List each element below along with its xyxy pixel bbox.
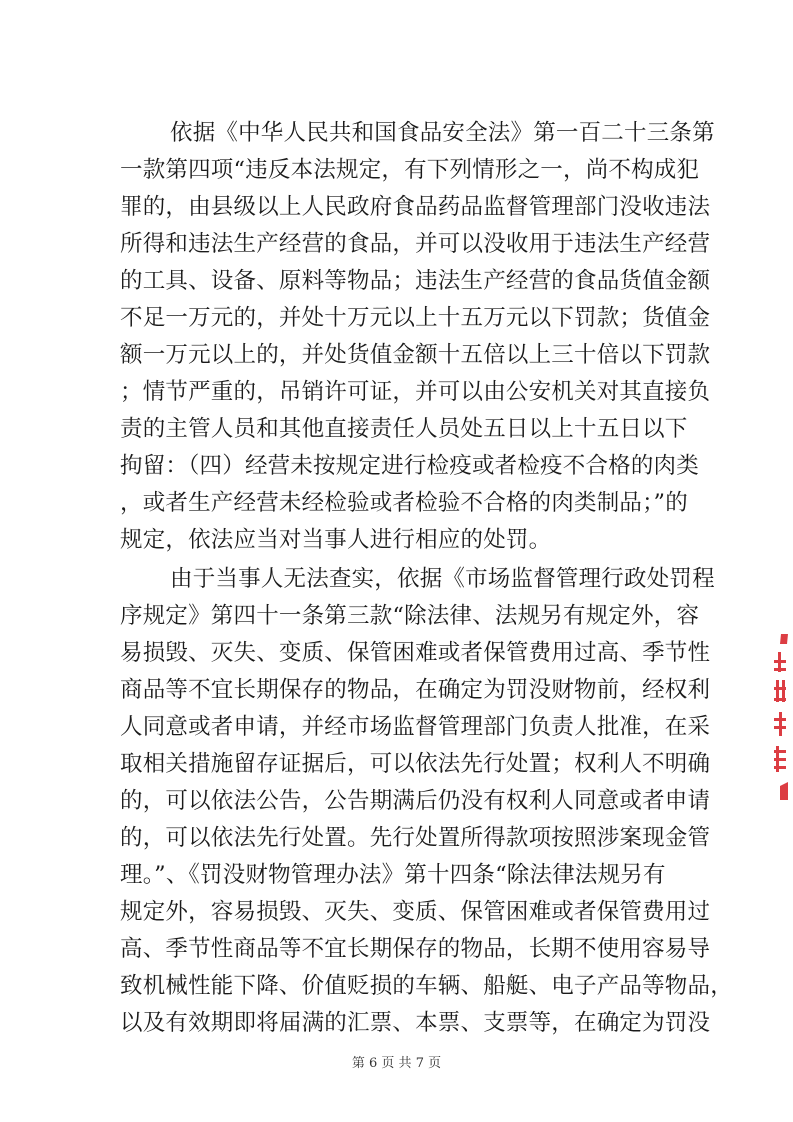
text-line: 取相关措施留存证据后，可以依法先行处置；权利人不明确 xyxy=(120,751,711,777)
text-line: 由于当事人无法查实，依据《市场监督管理行政处罚程 xyxy=(170,566,715,592)
text-line: 的，可以依法公告，公告期满后仍没有权利人同意或者申请 xyxy=(120,788,711,814)
text-line: 商品等不宜长期保存的物品，在确定为罚没财物前，经权利 xyxy=(120,677,711,703)
page-footer: 第 6 页 共 7 页 xyxy=(351,1056,442,1071)
text-line: 规定，依法应当对当事人进行相应的处罚。 xyxy=(120,527,552,553)
text-line: ，或者生产经营未经检验或者检验不合格的肉类制品；”的 xyxy=(120,490,688,516)
seal-icon xyxy=(768,632,790,802)
text-line: 易损毁、灭失、变质、保管困难或者保管费用过高、季节性 xyxy=(120,640,711,666)
text-line: 规定外，容易损毁、灭失、变质、保管困难或者保管费用过 xyxy=(120,899,711,925)
text-line: 额一万元以上的，并处货值金额十五倍以上三十倍以下罚款 xyxy=(120,342,711,368)
text-line: 依据《中华人民共和国食品安全法》第一百二十三条第 xyxy=(170,120,715,146)
text-line: 理。”、《罚没财物管理办法》第十四条“除法律法规另有 xyxy=(120,862,666,888)
text-line: 的工具、设备、原料等物品；违法生产经营的食品货值金额 xyxy=(120,268,711,294)
text-line: 致机械性能下降、价值贬损的车辆、船艇、电子产品等物品， xyxy=(120,973,733,999)
text-line: 的，可以依法先行处置。先行处置所得款项按照涉案现金管 xyxy=(120,825,711,851)
text-line: 拘留：（四）经营未按规定进行检疫或者检疫不合格的肉类 xyxy=(120,453,699,479)
text-line: 序规定》第四十一条第三款“除法律、法规另有规定外，容 xyxy=(120,603,700,629)
official-seal-edge xyxy=(768,632,790,802)
text-line: 所得和违法生产经营的食品，并可以没收用于违法生产经营 xyxy=(120,231,711,257)
text-line: 一款第四项“违反本法规定，有下列情形之一，尚不构成犯 xyxy=(120,157,700,183)
text-line: 不足一万元的，并处十万元以上十五万元以下罚款；货值金 xyxy=(120,305,711,331)
text-line: 罪的，由县级以上人民政府食品药品监督管理部门没收违法 xyxy=(120,194,711,220)
text-line: ；情节严重的，吊销许可证，并可以由公安机关对其直接负 xyxy=(120,379,711,405)
text-line: 人同意或者申请，并经市场监督管理部门负责人批准，在采 xyxy=(120,714,711,740)
text-line: 责的主管人员和其他直接责任人员处五日以上十五日以下 xyxy=(120,416,688,442)
text-line: 以及有效期即将届满的汇票、本票、支票等，在确定为罚没 xyxy=(120,1010,711,1036)
text-line: 高、季节性商品等不宜长期保存的物品，长期不使用容易导 xyxy=(120,936,711,962)
